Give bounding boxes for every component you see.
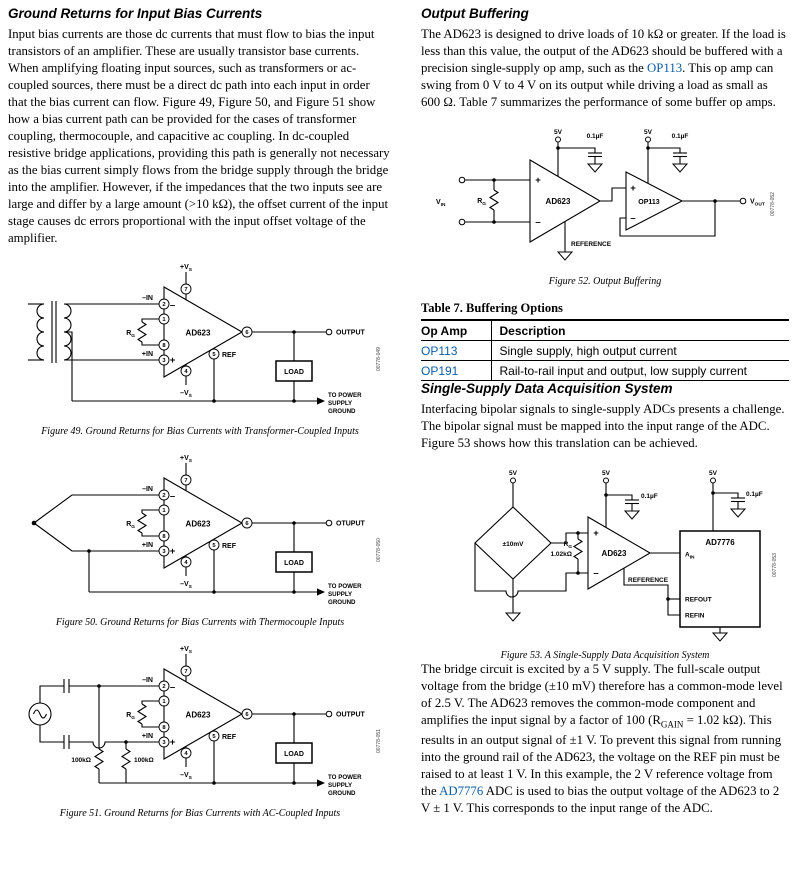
ground-label-3: GROUND [328, 408, 356, 416]
bridge-signal-label: ±10mV [502, 541, 523, 549]
paragraph-text: ADC is used to bias the output voltage of the AD623 to 2 V ± 1 V. This corresponds to the input range of the ADC. [421, 783, 780, 815]
section-heading-ground-returns: Ground Returns for Input Bias Currents [8, 6, 263, 21]
paragraph-text: . This op amp can swing from 0 V to 4 V on its output while driving a load as small as 600 Ω. Table 7 summarizes the performance of some buffer op amps. [421, 61, 776, 110]
figure-51 [8, 641, 392, 819]
table-header-row [421, 320, 789, 341]
refin-label: REFIN [684, 612, 704, 620]
minus-sign: – [169, 682, 176, 694]
vout-label: $V_{OUT}$ [750, 198, 765, 208]
table-header-description: Description [491, 320, 789, 341]
bridge-sensor [475, 470, 551, 621]
neg-in-label: –IN [142, 295, 153, 303]
ain-label: $A_{IN}$ [684, 551, 695, 561]
section-heading-data-acquisition: Single-Supply Data Acquisition System [421, 381, 673, 397]
ground-label-2: SUPPLY [328, 782, 353, 790]
ad623-amp-symbol [530, 129, 612, 260]
figure-49-diagram [14, 259, 386, 419]
load-label: LOAD [284, 369, 304, 377]
minus-sign: – [535, 217, 541, 229]
pin-7: 7 [184, 287, 188, 294]
rg-resistor [477, 178, 498, 224]
transformer-symbol [28, 301, 159, 401]
amp-name: AD623 [185, 519, 211, 529]
vs-plus-label: $+V_S$ [180, 455, 192, 465]
pin-6: 6 [245, 712, 249, 719]
minus-sign: – [169, 491, 176, 503]
plus-sign: + [592, 528, 599, 540]
vs-minus-label: $-V_S$ [180, 581, 192, 591]
figure-50 [8, 450, 392, 628]
output-label: OTUPUT [336, 520, 365, 528]
ad7776-link[interactable]: AD7776 [439, 783, 484, 798]
minus-sign: – [592, 568, 599, 580]
ref-label: REF [222, 543, 236, 551]
paragraph-text: = 1.02 kΩ). This results in an output signal of ±1 V. To prevent this signal from running into the ground rail of the AD623, the voltage on the REF pin must be raised to at least 1 V. In this example, the 2 V reference voltage from the [421, 713, 782, 798]
pin-4: 4 [184, 369, 188, 376]
rg-label: $R_G$ [126, 330, 135, 340]
ad7776-adc [650, 470, 763, 641]
pin-4: 4 [184, 751, 188, 758]
plus-sign: + [169, 355, 176, 367]
plus-sign: + [535, 175, 541, 187]
amp-symbol [99, 646, 382, 797]
figure-53 [421, 465, 789, 661]
cap-label: 0.1µF [586, 133, 604, 141]
ad623-amp-symbol [588, 470, 658, 589]
figure-52 [421, 124, 789, 287]
cap-label: 0.1µF [640, 493, 658, 501]
table-7-title: Table 7. Buffering Options [421, 301, 563, 316]
figure-49 [8, 259, 392, 437]
load-label: LOAD [284, 751, 304, 759]
plus-sign: + [169, 546, 176, 558]
figure-52-caption: Figure 52. Output Buffering [548, 276, 662, 288]
vs-plus-label: $+V_S$ [180, 646, 192, 656]
ac-coupling-network [40, 679, 159, 783]
pin-3: 3 [162, 740, 166, 747]
figure-code: 00778-052 [770, 192, 776, 217]
paragraph-text: The AD623 is designed to drive loads of 10 kΩ or greater. If the load is less than this value, the output of the AD623 should be buffered with a precision single-supply op amp, such as the [421, 27, 786, 76]
load-label: LOAD [284, 560, 304, 568]
bridge-to-amp-wires [475, 533, 588, 597]
supply-5v-label: 5V [508, 470, 517, 478]
amp-symbol [72, 264, 382, 415]
pin-5: 5 [212, 352, 216, 359]
supply-5v-label: 5V [601, 470, 610, 478]
figure-51-caption: Figure 51. Ground Returns for Bias Currents with AC-Coupled Inputs [59, 808, 341, 820]
pin-6: 6 [245, 330, 249, 337]
refout-label: REFOUT [684, 596, 712, 604]
cap-label: 0.1µF [671, 133, 689, 141]
pos-in-label: +IN [141, 351, 153, 359]
figure-53-caption: Figure 53. A Single-Supply Data Acquisition System [500, 650, 710, 662]
data-acquisition-paragraph-1: Interfacing bipolar signals to single-supply ADCs presents a challenge. The bipolar signal must be mapped into the input range of the ADC. Figure 53 shows how this translation can be achieved. [421, 402, 785, 451]
op113-table-link[interactable]: OP113 [421, 343, 458, 358]
rg-label: $R_G$ [563, 541, 572, 550]
plus-sign: + [630, 183, 636, 195]
figure-53-diagram [428, 465, 783, 643]
output-label: OUTPUT [336, 711, 365, 719]
figure-50-caption: Figure 50. Ground Returns for Bias Currents with Thermocouple Inputs [55, 617, 345, 629]
resistor-label-right: 100kΩ [134, 757, 154, 765]
ground-label-1: TO POWER [328, 583, 362, 591]
rg-label: $R_G$ [126, 712, 135, 722]
reference-label: REFERENCE [571, 241, 612, 249]
buffering-options-table [421, 319, 789, 381]
figure-code: 00778-051 [376, 729, 382, 754]
supply-5v-label: 5V [708, 470, 717, 478]
amp-name: AD623 [185, 328, 211, 338]
pin-8: 8 [162, 725, 166, 732]
supply-5v-label: 5V [554, 129, 562, 137]
section-heading-output-buffering: Output Buffering [421, 6, 529, 21]
figure-49-caption: Figure 49. Ground Returns for Bias Currents with Transformer-Coupled Inputs [41, 426, 359, 438]
minus-sign: – [169, 300, 176, 312]
op191-table-link[interactable]: OP191 [421, 363, 459, 378]
pos-in-label: +IN [141, 733, 153, 741]
rgain-subscript: GAIN [660, 719, 684, 730]
ref-label: REF [222, 734, 236, 742]
table-cell-op-amp [421, 361, 491, 381]
pin-1: 1 [162, 317, 166, 324]
amp-name: AD623 [601, 549, 626, 559]
pin-3: 3 [162, 358, 166, 365]
ground-label-2: SUPPLY [328, 400, 353, 408]
figure-51-diagram [14, 641, 386, 801]
pin-6: 6 [245, 521, 249, 528]
vs-plus-label: $+V_S$ [180, 264, 192, 274]
amp-name: OP113 [638, 199, 660, 207]
reference-wiring [624, 568, 680, 615]
thermocouple-symbol [32, 495, 159, 592]
pin-2: 2 [162, 684, 166, 691]
vs-minus-label: $-V_S$ [180, 390, 192, 400]
output-label: OUTPUT [336, 329, 365, 337]
ground-label-3: GROUND [328, 599, 356, 607]
table-row [421, 341, 789, 361]
figure-code: 00778-049 [376, 347, 382, 372]
amp-name: AD623 [545, 197, 571, 207]
pin-2: 2 [162, 493, 166, 500]
pin-1: 1 [162, 508, 166, 515]
paragraph-text: The bridge circuit is excited by a 5 V supply. The full-scale output voltage from the bridge (±10 mV) therefore has a common-mode level of 2.5 V. The AD623 removes the common-mode component and amplifies the input signal by a factor of 100 (R [421, 662, 783, 728]
neg-in-label: –IN [142, 677, 153, 685]
pin-5: 5 [212, 543, 216, 550]
minus-sign: – [630, 213, 636, 225]
pin-7: 7 [184, 478, 188, 485]
rg-label: $R_G$ [477, 198, 486, 207]
ref-label: REF [222, 352, 236, 360]
resistor-label-left: 100kΩ [71, 757, 91, 765]
table-cell-description: Single supply, high output current [491, 341, 789, 361]
output-buffering-paragraph [421, 26, 789, 111]
pin-8: 8 [162, 343, 166, 350]
reference-label: REFERENCE [627, 577, 668, 585]
table-row [421, 361, 789, 381]
vin-label: $V_{IN}$ [436, 199, 446, 208]
plus-sign: + [169, 737, 176, 749]
cap-label: 0.1µF [745, 491, 763, 499]
pin-1: 1 [162, 699, 166, 706]
pin-4: 4 [184, 560, 188, 567]
supply-5v-label: 5V [644, 129, 652, 137]
amp-name: AD623 [185, 710, 211, 720]
vs-minus-label: $-V_S$ [180, 772, 192, 782]
op113-amp-symbol [600, 129, 765, 236]
ac-source-symbol [29, 703, 51, 725]
figure-52-diagram [430, 124, 780, 269]
data-acquisition-paragraph-2 [421, 661, 789, 817]
pin-7: 7 [184, 669, 188, 676]
neg-in-label: –IN [142, 486, 153, 494]
right-column [421, 6, 789, 817]
pin-3: 3 [162, 549, 166, 556]
figure-50-diagram [14, 450, 386, 610]
ground-label-2: SUPPLY [328, 591, 353, 599]
ground-label-1: TO POWER [328, 774, 362, 782]
pos-in-label: +IN [141, 542, 153, 550]
left-column [8, 6, 392, 819]
table-header-op-amp: Op Amp [421, 320, 491, 341]
op113-link[interactable]: OP113 [647, 61, 683, 76]
amp-symbol [89, 455, 382, 606]
rg-value-label: 1.02kΩ [550, 551, 572, 559]
rg-label: $R_G$ [126, 521, 135, 531]
figure-code: 00778-050 [376, 538, 382, 563]
ground-returns-paragraph: Input bias currents are those dc currents that must flow to bias the input transistors of an amplifier. These are usually transistor base currents. When amplifying floating input sources, such as transformers or ac-coupled sources, there must be a direct dc path into each input in order that the bias current can flow. Figure 49, Figure 50, and Figure 51 show how a bias current path can be provided for the cases of transformer coupling, thermocouple, and capacitive ac coupling. In dc-coupled resistive bridge applications, providing this path is generally not necessary as the bias current simply flows from the bridge supply through the bridge into the amplifier. However, if the impedances that the two inputs see are large and differ by a large amount (>10 kΩ), the offset current of the input stage causes dc errors proportional with the input offset voltage of the amplifier. [8, 27, 390, 246]
pin-2: 2 [162, 302, 166, 309]
figure-code: 00778-053 [771, 553, 778, 578]
pin-8: 8 [162, 534, 166, 541]
ground-label-1: TO POWER [328, 392, 362, 400]
pin-5: 5 [212, 734, 216, 741]
adc-name: AD7776 [704, 538, 735, 548]
ground-label-3: GROUND [328, 790, 356, 798]
table-cell-op-amp [421, 341, 491, 361]
table-cell-description: Rail-to-rail input and output, low supply current [491, 361, 789, 381]
